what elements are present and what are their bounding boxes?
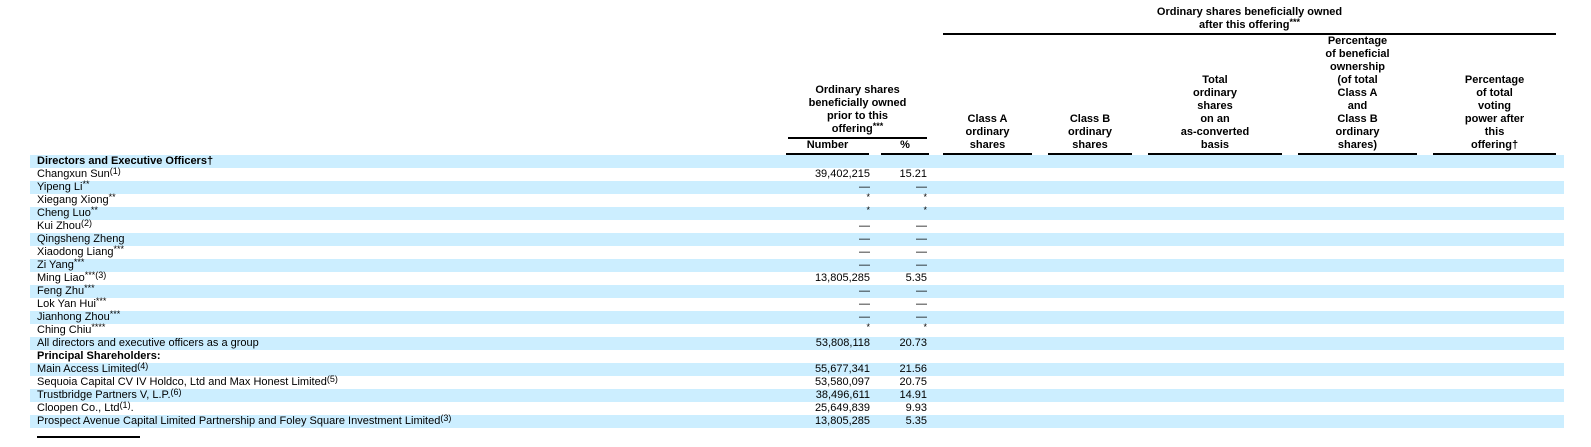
shares-percent-prior: —	[916, 233, 927, 245]
shares-percent-prior: —	[916, 298, 927, 310]
shares-percent-prior: —	[916, 246, 927, 258]
after-offering-empty-cells	[935, 324, 1564, 337]
shares-percent-prior: 21.56	[899, 363, 927, 375]
shareholder-name: Yipeng Li**	[37, 179, 90, 193]
header-pct-beneficial-label: Percentage of beneficial ownership (of total Class A and Class B ordinary shares)	[1298, 35, 1417, 155]
shares-percent-prior: *	[923, 192, 927, 202]
table-row	[30, 311, 1564, 324]
after-offering-empty-cells	[935, 207, 1564, 220]
table-row	[30, 233, 1564, 246]
after-offering-empty-cells	[935, 181, 1564, 194]
after-offering-empty-cells	[935, 350, 1564, 363]
shares-percent-prior: *	[923, 322, 927, 332]
table-header	[30, 6, 1564, 155]
shares-number-prior: —	[859, 285, 870, 297]
after-offering-empty-cells	[935, 402, 1564, 415]
after-offering-empty-cells	[935, 298, 1564, 311]
table-row	[30, 324, 1564, 337]
after-offering-empty-cells	[935, 415, 1564, 428]
footnote-separator-rule	[37, 436, 140, 438]
shareholder-name: Principal Shareholders:	[37, 350, 161, 362]
header-class-a-shares	[935, 35, 1040, 155]
header-percent-label: %	[881, 139, 929, 155]
shares-percent-prior: *	[923, 205, 927, 215]
shares-percent-prior: 15.21	[899, 168, 927, 180]
table-row	[30, 389, 1564, 402]
after-offering-empty-cells	[935, 389, 1564, 402]
table-row	[30, 285, 1564, 298]
table-row	[30, 272, 1564, 285]
shares-number-prior: 53,580,097	[814, 376, 870, 388]
header-row-after-offering-group	[30, 6, 1564, 35]
header-pct-voting-label: Percentage of total voting power after this offering†	[1433, 74, 1556, 155]
shares-percent-prior: —	[916, 311, 927, 323]
table-row	[30, 259, 1564, 272]
shareholder-name: Xiaodong Liang***	[37, 244, 124, 258]
header-class-b-shares	[1040, 35, 1140, 155]
shareholder-name: Feng Zhu***	[37, 283, 95, 297]
shares-percent-prior: 20.75	[899, 376, 927, 388]
table-row	[30, 207, 1564, 220]
shares-percent-prior: 20.73	[899, 337, 927, 349]
shareholder-name: Changxun Sun$^{(1)}$	[37, 166, 121, 180]
after-offering-empty-cells	[935, 168, 1564, 181]
shareholder-name: Sequoia Capital CV IV Holdco, Ltd and Max Honest Limited$^{(5)}$	[37, 374, 338, 388]
shareholder-name: Prospect Avenue Capital Limited Partnership and Foley Square Investment Limited$^{(3)}$	[37, 413, 452, 427]
shares-percent-prior: —	[916, 220, 927, 232]
ownership-table-body	[30, 155, 1564, 428]
table-row	[30, 181, 1564, 194]
shareholder-name: Lok Yan Hui***	[37, 296, 107, 310]
shareholder-name: Kui Zhou$^{(2)}$	[37, 218, 93, 232]
table-row	[30, 363, 1564, 376]
after-offering-empty-cells	[935, 233, 1564, 246]
shareholder-name: Ching Chiu****	[37, 322, 106, 336]
table-row	[30, 155, 1564, 168]
table-row	[30, 350, 1564, 363]
shares-number-prior: 38,496,611	[815, 389, 870, 401]
shareholder-name: All directors and executive officers as a group	[37, 337, 259, 349]
shares-number-prior	[780, 350, 875, 363]
shares-percent-prior: 9.93	[905, 402, 927, 414]
shares-percent-prior: —	[916, 285, 927, 297]
shareholder-name: Directors and Executive Officers†	[37, 155, 214, 167]
shares-number-prior: 25,649,839	[814, 402, 870, 414]
shares-number-prior: —	[859, 233, 870, 245]
table-row	[30, 298, 1564, 311]
shares-percent-prior: 5.35	[905, 272, 927, 284]
header-number-label: Number	[786, 139, 869, 155]
header-row-columns	[30, 35, 1564, 139]
table-row	[30, 415, 1564, 428]
shares-number-prior: —	[859, 259, 870, 271]
shares-number-prior: —	[859, 246, 870, 258]
shareholder-name: Qingsheng Zheng	[37, 233, 125, 245]
header-after-offering-group	[935, 6, 1564, 35]
table-row	[30, 194, 1564, 207]
shareholder-name: Ming Liao$^{***(3)}$	[37, 270, 107, 284]
shares-number-prior: *	[866, 322, 870, 332]
header-name-spacer	[30, 35, 780, 155]
after-offering-empty-cells	[935, 311, 1564, 324]
beneficial-ownership-table	[30, 6, 1564, 428]
header-prior-offering-group	[780, 35, 935, 139]
shares-number-prior: 13,805,285	[814, 272, 870, 284]
shareholder-name: Main Access Limited$^{(4)}$	[37, 361, 149, 375]
shareholder-name: Xiegang Xiong**	[37, 192, 116, 206]
after-offering-empty-cells	[935, 363, 1564, 376]
table-row	[30, 220, 1564, 233]
shares-number-prior: 13,805,285	[814, 415, 870, 427]
after-offering-empty-cells	[935, 155, 1564, 168]
shares-percent-prior: 5.35	[905, 415, 927, 427]
shareholder-name: Cheng Luo**	[37, 205, 98, 219]
after-offering-empty-cells	[935, 285, 1564, 298]
header-pct-beneficial-ownership	[1290, 35, 1425, 155]
header-pct-voting-power	[1425, 35, 1564, 155]
header-number	[780, 139, 875, 155]
header-percent	[875, 139, 935, 155]
shareholder-name: Jianhong Zhou***	[37, 309, 121, 323]
shares-number-prior: *	[866, 192, 870, 202]
shares-number-prior: —	[859, 220, 870, 232]
shares-percent-prior: —	[916, 259, 927, 271]
after-offering-empty-cells	[935, 376, 1564, 389]
header-class-b-label: Class B ordinary shares	[1048, 113, 1132, 155]
table-row	[30, 402, 1564, 415]
shareholder-name: Cloopen Co., Ltd$^{(1)}$.	[37, 400, 134, 414]
shares-number-prior: —	[859, 181, 870, 193]
after-offering-empty-cells	[935, 272, 1564, 285]
shares-number-prior: *	[866, 205, 870, 215]
after-offering-empty-cells	[935, 220, 1564, 233]
shares-number-prior: 53,808,118	[815, 337, 870, 349]
table-row	[30, 246, 1564, 259]
shareholder-name: Zi Yang***	[37, 257, 85, 271]
shares-number-prior	[780, 155, 875, 168]
after-offering-empty-cells	[935, 246, 1564, 259]
shares-number-prior: —	[859, 311, 870, 323]
after-offering-empty-cells	[935, 194, 1564, 207]
header-total-as-converted-label: Total ordinary shares on an as-converted basis	[1148, 74, 1282, 155]
table-row	[30, 376, 1564, 389]
shares-percent-prior: 14.91	[899, 389, 927, 401]
header-class-a-label: Class A ordinary shares	[943, 113, 1032, 155]
shares-number-prior: —	[859, 298, 870, 310]
shares-percent-prior	[875, 350, 935, 363]
header-prior-offering-label: Ordinary shares beneficially owned prior to this offering***	[788, 84, 927, 139]
shares-number-prior: 39,402,215	[814, 168, 870, 180]
shares-percent-prior: —	[916, 181, 927, 193]
table-row	[30, 168, 1564, 181]
header-spacer	[30, 6, 935, 35]
shareholder-name: Trustbridge Partners V, L.P.$^{(6)}$	[37, 387, 182, 401]
header-total-as-converted	[1140, 35, 1290, 155]
after-offering-empty-cells	[935, 259, 1564, 272]
table-row	[30, 337, 1564, 350]
after-offering-empty-cells	[935, 337, 1564, 350]
shares-number-prior: 55,677,341	[814, 363, 870, 375]
shares-percent-prior	[875, 155, 935, 168]
header-after-offering-label: Ordinary shares beneficially owned after this offering***	[943, 6, 1556, 35]
